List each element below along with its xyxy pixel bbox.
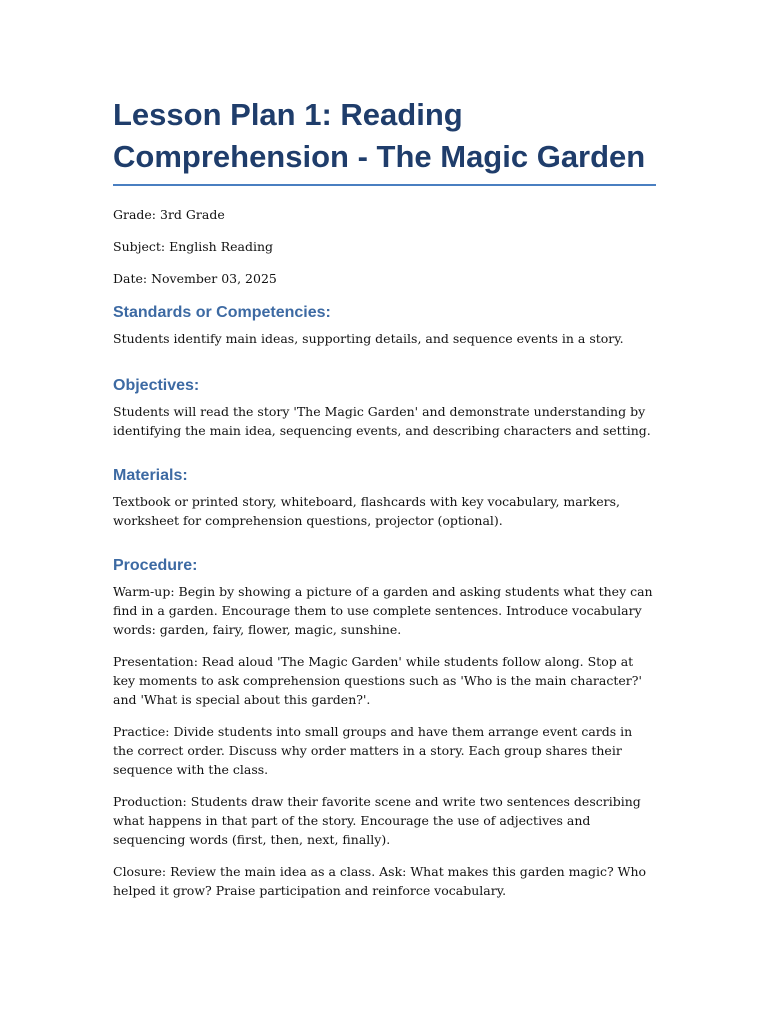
materials-text: Textbook or printed story, whiteboard, flashcards with key vocabulary, markers, worksheet for comprehension questions, projector (optional). — [113, 494, 621, 528]
procedure-step-closure: Closure: Review the main idea as a class. Ask: What makes this garden magic? Who helped it grow? Praise participation and reinforce vocabulary. — [113, 864, 647, 898]
standards-section — [113, 302, 656, 348]
standards-heading: Standards or Competencies: — [113, 304, 331, 321]
date-line: Date: November 03, 2025 — [113, 271, 277, 286]
lesson-meta — [113, 205, 656, 288]
procedure-heading: Procedure: — [113, 557, 198, 574]
grade-line: Grade: 3rd Grade — [113, 207, 225, 222]
objectives-heading: Objectives: — [113, 377, 200, 394]
procedure-step-production: Production: Students draw their favorite scene and write two sentences describing what happens in that part of the story. Encourage the use of adjectives and sequencing words (first, then, next, finally). — [113, 794, 641, 847]
procedure-section — [113, 555, 656, 900]
materials-section — [113, 465, 656, 530]
materials-heading: Materials: — [113, 467, 188, 484]
objectives-text: Students will read the story 'The Magic Garden' and demonstrate understanding by identifying the main idea, sequencing events, and describing characters and setting. — [113, 404, 651, 438]
procedure-step-warmup: Warm-up: Begin by showing a picture of a garden and asking students what they can find in a garden. Encourage them to use complete sentences. Introduce vocabulary words: garden, fairy, flower, magic, sunshine. — [113, 584, 653, 637]
document-title: Lesson Plan 1: Reading Comprehension - The Magic Garden — [113, 94, 656, 186]
procedure-step-practice: Practice: Divide students into small groups and have them arrange event cards in the correct order. Discuss why order matters in a story. Each group shares their sequence with the class. — [113, 724, 633, 777]
document-page — [113, 94, 656, 913]
objectives-section — [113, 375, 656, 440]
standards-text: Students identify main ideas, supporting details, and sequence events in a story. — [113, 331, 624, 346]
subject-line: Subject: English Reading — [113, 239, 274, 254]
procedure-step-presentation: Presentation: Read aloud 'The Magic Garden' while students follow along. Stop at key moments to ask comprehension questions such as 'Who is the main character?' and 'What is special about this garden?'. — [113, 654, 642, 707]
